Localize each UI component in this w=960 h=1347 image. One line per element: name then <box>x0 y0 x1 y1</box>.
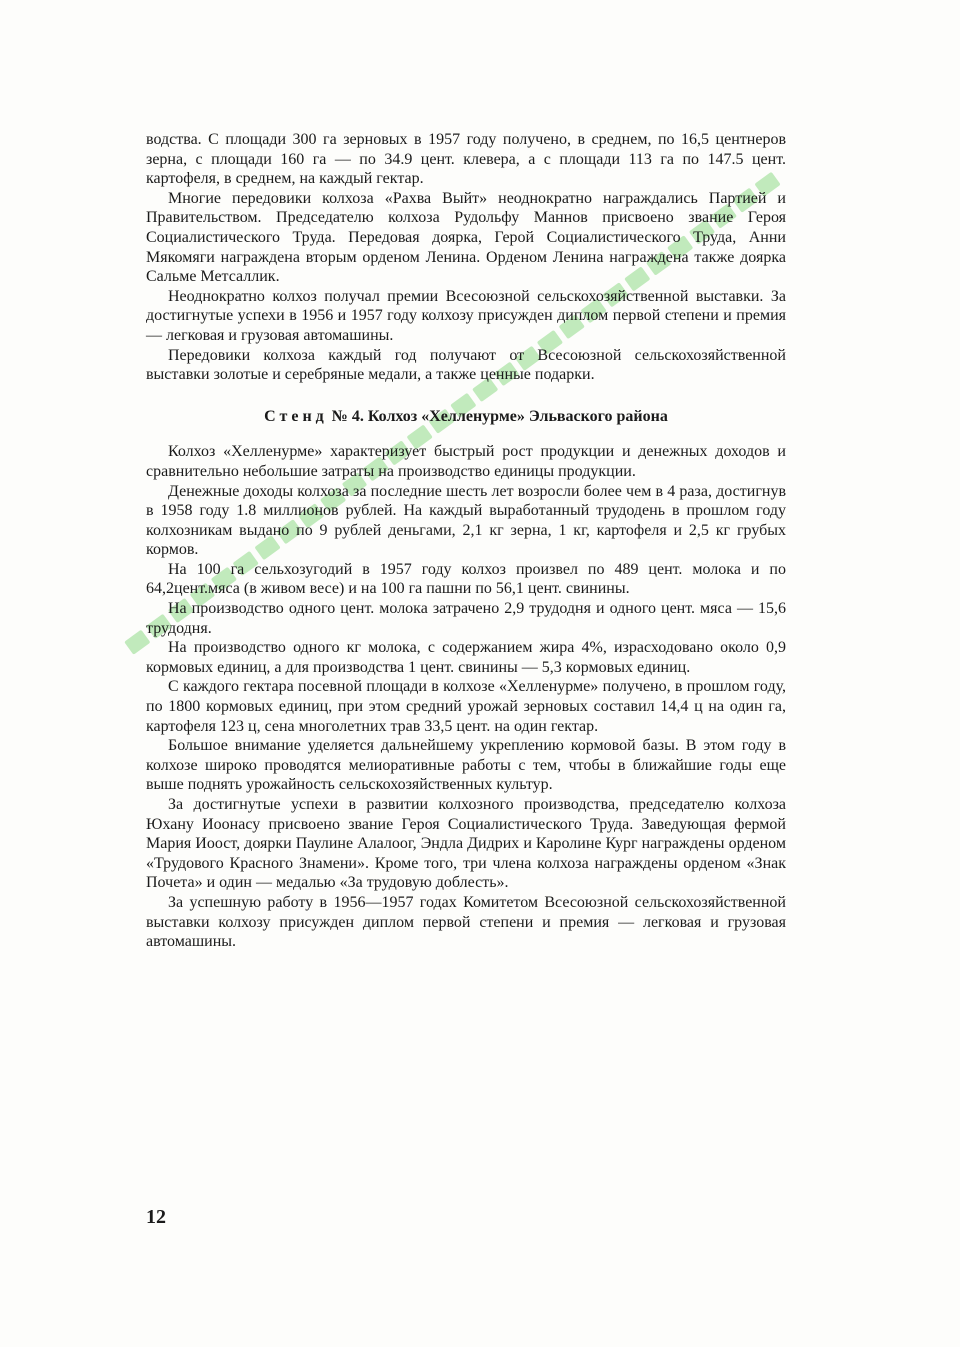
section-heading <box>146 407 786 427</box>
paragraph: За успешную работу в 1956—1957 годах Комитетом Всесоюзной сельскохозяйственной выставки колхозу присужден диплом первой степени и премия — легковая и грузовая автомашины. <box>146 893 786 951</box>
section-heading-prefix: Стенд <box>264 407 328 425</box>
paragraph: На производство одного цент. молока затрачено 2,9 трудодня и одного цент. мяса — 15,6 трудодня. <box>146 600 786 637</box>
page-number: 12 <box>146 1206 166 1228</box>
paragraph: Передовики колхоза каждый год получают от Всесоюзной сельскохозяйственной выставки золотые и серебряные медали, а также ценные подарки. <box>146 346 786 384</box>
paragraph: На производство одного кг молока, с содержанием жира 4%, израсходовано около 0,9 кормовых единиц, а для производства 1 цент. свинины — 5,3 кормовых единиц. <box>146 639 786 676</box>
paragraph: С каждого гектара посевной площади в колхозе «Хелленурме» получено, в прошлом году, по 1800 кормовых единиц, при этом средний урожай зерновых составил 14,4 ц на один га, картофеля 123 ц, сена многолетних трав 33,5 цент. на один гектар. <box>146 678 786 735</box>
paragraph: За достигнутые успехи в развитии колхозного производства, председателю колхоза Юхану Иоонасу присвоено звание Героя Социалистического Труда. Заведующая фермой Мария Иоост, доярки Паулине Алалоог, Эндла Дидрих и Каролине Кург награждены орденом «Трудового Красного Знамени». Кроме того, три члена колхоза награждены орденом «Знак Почета» и один — медалью «За трудовую доблесть». <box>146 796 786 892</box>
paragraph: Многие передовики колхоза «Рахва Выйт» неоднократно награждались Партией и Правительством. Председателю колхоза Рудольфу Маннов присвоено звание Героя Социалистического Труда. Передовая доярка, Герой Социалистического Труда, Анни Мякомяги награждена вторым орденом Ленина. Орденом Ленина награждена также доярка Сальме Метсаллик. <box>146 189 786 286</box>
text-column <box>146 130 786 952</box>
paragraph: Неоднократно колхоз получал премии Всесоюзной сельскохозяйственной выставки. За достигнутые успехи в 1956 и 1957 году колхозу присужден диплом первой степени и премия — легковая и грузовая автомашины. <box>146 287 786 344</box>
paragraph: На 100 га сельхозугодий в 1957 году колхоз произвел по 489 цент. молока и по 64,2цент.мяса (в живом весе) и на 100 га пашни по 56,1 цент. свинины. <box>146 560 786 598</box>
paragraph: Колхоз «Хелленурме» характеризует быстрый рост продукции и денежных доходов и сравнительно небольшие затраты на производство единицы продукции. <box>146 443 786 480</box>
paragraph: Денежные доходы колхоза за последние шесть лет возросли более чем в 4 раза, достигнув в 1958 году 1.8 миллионов рублей. На каждый выработанный трудодень в прошлом году колхозникам выдано по 9 рублей деньгами, 2,1 кг зерна, 1 кг, картофеля и 2,5 кг грубых кормов. <box>146 482 786 559</box>
paragraph: Большое внимание уделяется дальнейшему укреплению кормовой базы. В этом году в колхозе широко проводятся мелиоративные работы с тем, чтобы в ближайшие годы еще выше поднять урожайность сельскохозяйственных культур. <box>146 737 786 794</box>
paragraph-continuation: водства. С площади 300 га зерновых в 1957 году получено, в среднем, по 16,5 центнеров зерна, с площади 160 га — по 34.9 цент. клевера, а с площади 113 га по 147.5 цент. картофеля, в среднем, на каждый гектар. <box>146 131 786 188</box>
section-heading-title: № 4. Колхоз «Хелленурме» Эльваского района <box>331 407 668 425</box>
